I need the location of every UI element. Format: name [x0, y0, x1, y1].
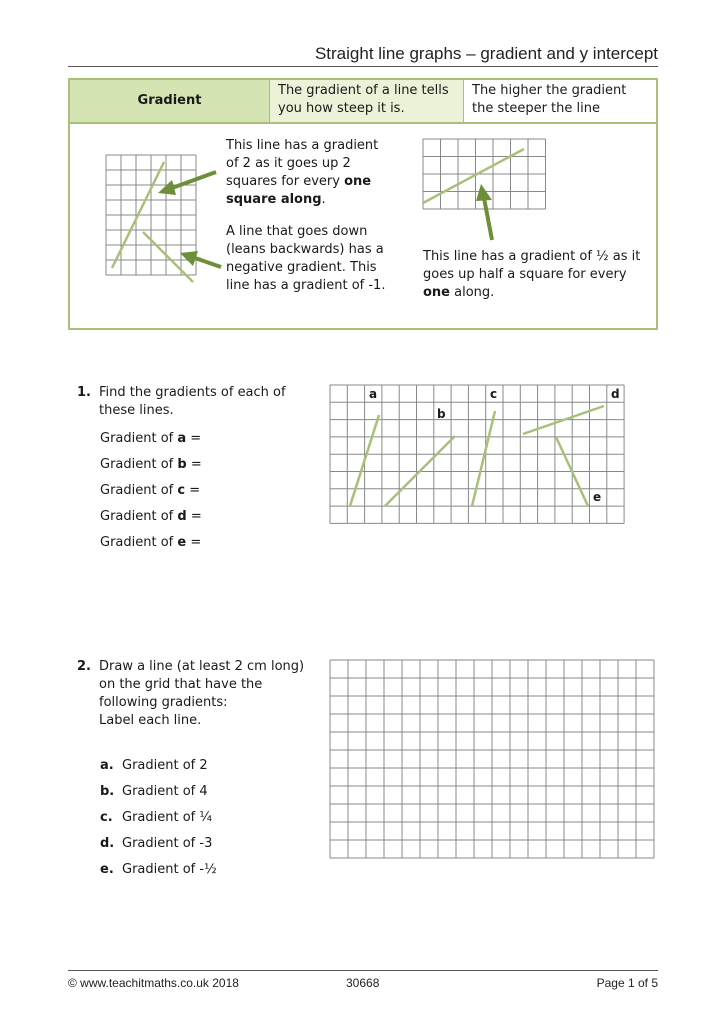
q1-label-b: b	[437, 407, 446, 421]
q2-item-b: b. Gradient of 4	[100, 784, 208, 799]
info-heading: Gradient	[70, 80, 270, 122]
q2-item-a: a. Gradient of 2	[100, 758, 208, 773]
q1-answer-a[interactable]: Gradient of a =	[100, 431, 202, 446]
q2-number: 2.	[77, 659, 91, 674]
q1-answer-e[interactable]: Gradient of e =	[100, 535, 202, 550]
q1-prompt: Find the gradients of each of these lines.	[99, 385, 286, 418]
header-rule	[68, 66, 658, 67]
negative-gradient-text: A line that goes down (leans backwards) has a negative gradient. This line has a gradient of -1.	[226, 224, 386, 293]
q2-item-d: d. Gradient of -3	[100, 836, 213, 851]
page-title: Straight line graphs – gradient and y intercept	[314, 44, 658, 63]
q2-drawing-grid[interactable]	[330, 660, 660, 860]
q1-line-c	[472, 411, 495, 506]
half-gradient-text: This line has a gradient of ½ as it goes up half a square for every one along.	[423, 249, 641, 300]
q1-grid	[330, 385, 626, 531]
q2-item-e: e. Gradient of -½	[100, 862, 217, 877]
arrow-to-shallow-line	[474, 180, 504, 244]
footer-resource-id: 30668	[346, 976, 380, 990]
q1-answer-list	[100, 430, 202, 560]
q1-label-e: e	[593, 490, 602, 504]
positive-gradient-text: This line has a gradient of 2 as it goes up 2 squares for every one square along.	[226, 138, 379, 207]
info-rule: The higher the gradient the steeper the line	[472, 83, 627, 116]
info-header-row	[70, 80, 656, 124]
footer-rule	[68, 970, 658, 971]
q2-item-list	[100, 757, 217, 887]
footer-page-number: Page 1 of 5	[596, 976, 658, 990]
q1-label-c: c	[490, 387, 498, 401]
q1-label-d: d	[611, 387, 620, 401]
q1-answer-c[interactable]: Gradient of c =	[100, 483, 201, 498]
q1-label-a: a	[369, 387, 378, 401]
q2-item-c: c. Gradient of ¼	[100, 810, 212, 825]
q2-prompt: Draw a line (at least 2 cm long) on the grid that have the following gradients: Label each line.	[99, 659, 305, 728]
arrow-to-steep-line	[150, 160, 230, 200]
footer-copyright: © www.teachitmaths.co.uk 2018	[68, 976, 239, 990]
q1-answer-d[interactable]: Gradient of d =	[100, 509, 202, 524]
q1-number: 1.	[77, 385, 91, 400]
q1-answer-b[interactable]: Gradient of b =	[100, 457, 202, 472]
info-definition: The gradient of a line tells you how steep it is.	[270, 80, 464, 122]
